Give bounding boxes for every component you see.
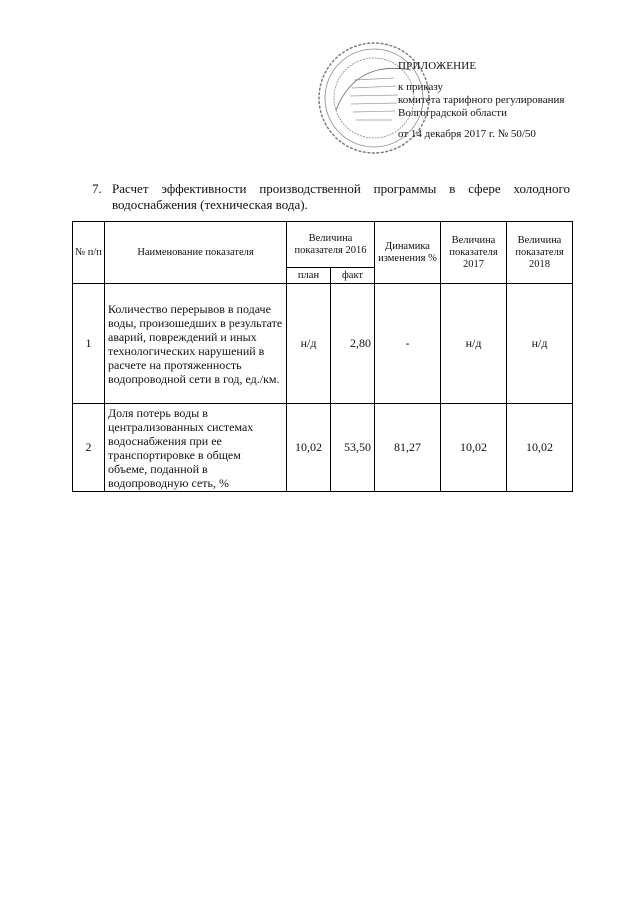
row-name: Количество перерывов в подаче воды, произошедших в результате аварий, повреждений и иных технологических нарушений в расчете на протяженность водопроводной сети в год, ед./км. [105,284,287,404]
table-row [73,284,573,404]
appendix-date-line: от 14 декабря 2017 г. № 50/50 [398,128,536,140]
row-name: Доля потерь воды в централизованных системах водоснабжения при ее транспортировке в общем объеме, поданной в водопроводную сеть, % [105,404,287,492]
efficiency-table [72,221,573,492]
row-fact: 53,50 [331,404,375,492]
section-heading [92,181,570,213]
row-value-2017: 10,02 [441,404,507,492]
section-number: 7. [92,181,102,196]
row-num: 1 [73,284,105,404]
row-value-2018: н/д [507,284,573,404]
row-dynamics: 81,27 [375,404,441,492]
header-dynamics: Динамика изменения % [375,222,441,284]
heading-line-2: водоснабжения (техническая вода). [112,197,308,212]
row-plan: 10,02 [287,404,331,492]
header-fact: факт [331,268,375,284]
header-value-2016: Величина показателя 2016 [287,222,375,268]
appendix-order-line: к приказу [398,81,444,93]
row-dynamics: - [375,284,441,404]
row-plan: н/д [287,284,331,404]
row-num: 2 [73,404,105,492]
header-num: № п/п [73,222,105,284]
header-value-2017: Величина показателя 2017 [441,222,507,284]
header-name: Наименование показателя [105,222,287,284]
header-value-2018: Величина показателя 2018 [507,222,573,284]
appendix-block [398,60,618,141]
appendix-committee-line: комитета тарифного регулирования [398,94,565,106]
row-fact: 2,80 [331,284,375,404]
heading-line-1: Расчет эффективности производственной программы в сфере холодного [112,181,570,196]
appendix-title: ПРИЛОЖЕНИЕ [398,60,477,72]
appendix-region-line: Волгоградской области [398,107,507,119]
row-value-2018: 10,02 [507,404,573,492]
header-plan: план [287,268,331,284]
table-row [73,404,573,492]
row-value-2017: н/д [441,284,507,404]
